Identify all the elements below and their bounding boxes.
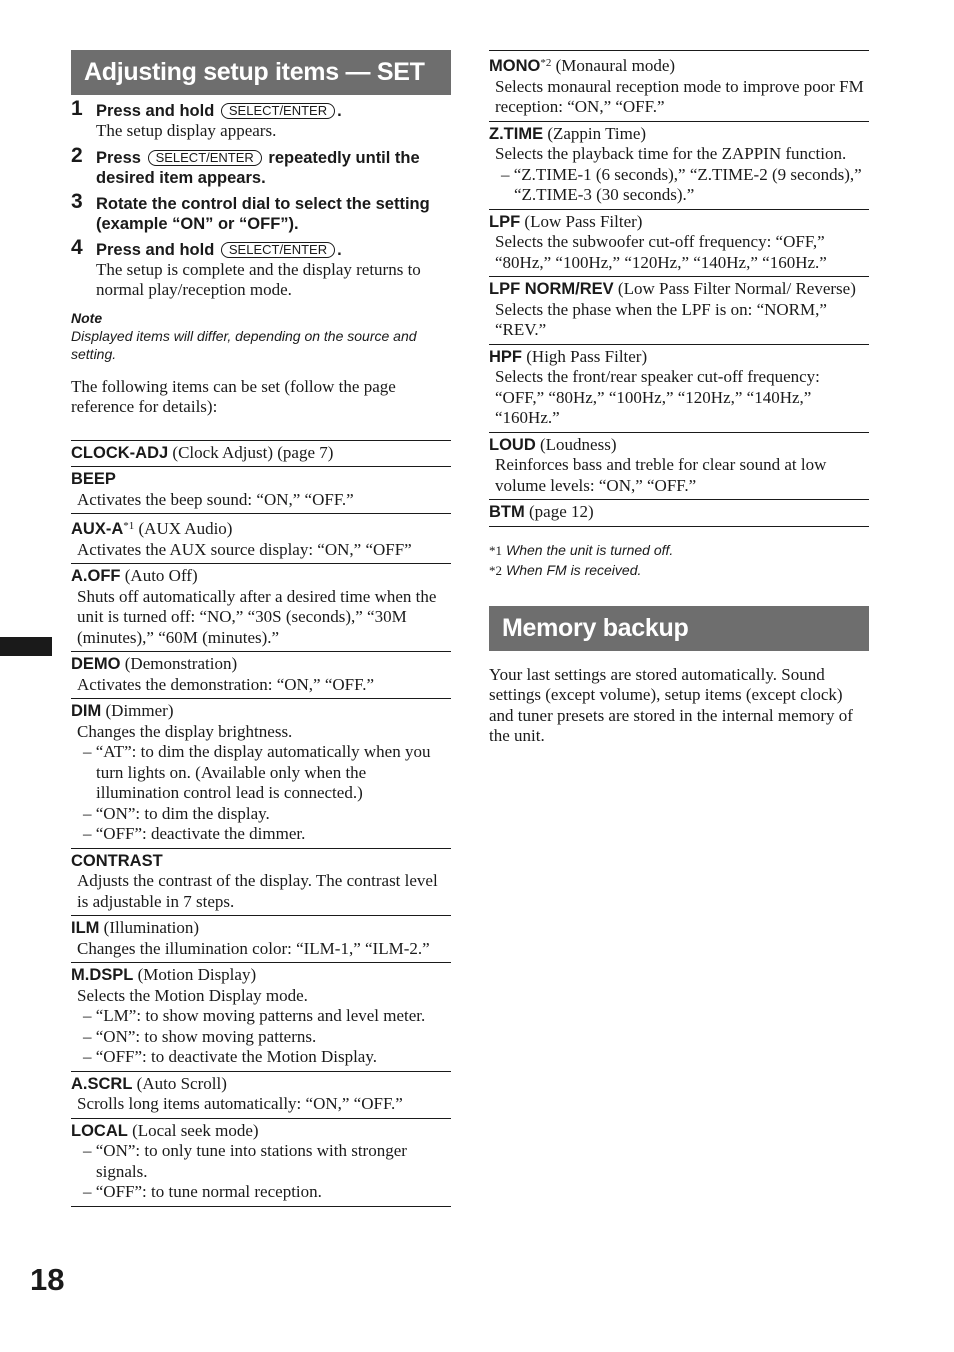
setup-item-subtitle: (Illumination): [103, 918, 200, 937]
setup-item-description: Changes the illumination color: “ILM-1,” “ILM-2.”: [77, 938, 430, 958]
setup-item: [71, 915, 451, 962]
setup-item: [489, 432, 869, 500]
setup-item-heading: [71, 654, 451, 675]
setup-item-subtitle: (Auto Scroll): [136, 1073, 227, 1093]
setup-item-subtitle: (Zappin Time): [547, 123, 647, 143]
setup-item-heading: [71, 965, 451, 986]
setup-item-subtitle: (Low Pass Filter Normal/ Reverse): [617, 279, 856, 298]
step-text: Press and hold: [96, 240, 215, 259]
step-text-end: .: [337, 102, 342, 120]
setup-item-heading: [489, 435, 869, 456]
setup-item: [71, 651, 451, 698]
setup-item-list-right: [489, 50, 869, 527]
footnote-text: When the unit is turned off.: [506, 541, 674, 558]
setup-item-description: Adjusts the contrast of the display. The contrast level is adjustable in 7 steps.: [77, 871, 438, 911]
setup-item-name: AUX-A: [71, 520, 124, 538]
setup-item-name: LOUD: [489, 435, 536, 454]
setup-item-description: Selects monaural reception mode to improve poor FM reception: “ON,” “OFF.”: [495, 76, 864, 116]
setup-item: [489, 50, 869, 121]
footnote-text: When FM is received.: [506, 561, 642, 578]
setup-item-heading: [71, 516, 451, 540]
setup-item-option: – “AT”: to dim the display automatically when you turn lights on. (Available only when the illumination control lead is connected.): [83, 742, 431, 802]
setup-item-name: CLOCK-ADJ: [71, 443, 169, 462]
setup-item-option: – “Z.TIME-1 (6 seconds),” “Z.TIME-2 (9 seconds),” “Z.TIME-3 (30 seconds).”: [501, 164, 862, 204]
setup-item-heading: [71, 1121, 451, 1142]
setup-item-heading: [71, 469, 451, 490]
setup-item-description: Shuts off automatically after a desired time when the unit is turned off: “NO,” “30S (seconds),” “30M (minutes),” “60M (minutes).”: [77, 586, 437, 647]
setup-step: [71, 143, 451, 188]
setup-item-subtitle: (Clock Adjust) (page 7): [172, 442, 334, 462]
section-side-tab: [0, 637, 52, 656]
setup-section-title: Adjusting setup items — SET: [71, 50, 451, 95]
setup-item-option: – “LM”: to show moving patterns and level meter.: [83, 1006, 426, 1025]
setup-item-subtitle: (Low Pass Filter): [524, 211, 643, 231]
step-number: 4: [71, 235, 83, 259]
step-description: The setup is complete and the display returns to normal play/reception mode.: [96, 259, 421, 299]
setup-item-subtitle: (Dimmer): [105, 701, 174, 720]
setup-step: [71, 235, 451, 301]
setup-item-name: BTM: [489, 503, 525, 521]
footnote-mark: *1: [489, 542, 502, 558]
setup-item-name: A.SCRL: [71, 1074, 133, 1093]
select-enter-key-label: SELECT/ENTER: [221, 242, 335, 258]
setup-item: [71, 1118, 451, 1206]
step-text: Press: [96, 148, 141, 167]
setup-item: [489, 499, 869, 526]
setup-item-heading: [71, 1074, 451, 1095]
setup-item-description: Activates the beep sound: “ON,” “OFF.”: [77, 489, 354, 509]
setup-item-name: HPF: [489, 347, 522, 366]
setup-item: [71, 513, 451, 563]
select-enter-key-label: SELECT/ENTER: [148, 150, 262, 166]
setup-step: [71, 97, 451, 142]
setup-item: [71, 440, 451, 467]
setup-item-description: Changes the display brightness.: [77, 721, 293, 741]
setup-item-heading: [71, 701, 451, 722]
note-block: [71, 309, 451, 363]
footnote-ref: *2: [540, 57, 552, 69]
setup-item-description: Activates the demonstration: “ON,” “OFF.”: [77, 674, 375, 694]
setup-item-subtitle: (Auto Off): [124, 566, 198, 585]
setup-item-description: Scrolls long items automatically: “ON,” “OFF.”: [77, 1094, 403, 1113]
step-title: [96, 101, 451, 121]
setup-item-list-left: [71, 440, 451, 1207]
step-title: [96, 148, 451, 188]
setup-item-subtitle: (AUX Audio): [138, 519, 233, 538]
setup-item: [71, 563, 451, 651]
setup-item-name: LPF: [489, 212, 521, 231]
setup-item: [489, 209, 869, 277]
setup-item-option: – “ON”: to only tune into stations with stronger signals.: [83, 1141, 407, 1181]
setup-item-description: Selects the playback time for the ZAPPIN function.: [495, 144, 847, 163]
setup-item-option: – “ON”: to dim the display.: [83, 803, 270, 823]
setup-item-option: – “OFF”: to deactivate the Motion Display.: [83, 1047, 377, 1066]
note-text: Displayed items will differ, depending on the source and setting.: [71, 327, 417, 362]
setup-item: [71, 1071, 451, 1118]
step-number: 3: [71, 189, 83, 213]
setup-item-name: MONO: [489, 57, 541, 75]
setup-item-name: LOCAL: [71, 1121, 128, 1140]
step-number: 2: [71, 143, 83, 167]
footnotes: [489, 541, 869, 581]
setup-item-name: A.OFF: [71, 567, 121, 585]
setup-item-heading: [489, 502, 869, 523]
setup-item-subtitle: (page 12): [529, 502, 594, 521]
setup-item-subtitle: (High Pass Filter): [526, 346, 648, 366]
select-enter-key-label: SELECT/ENTER: [221, 103, 335, 119]
setup-item: [71, 848, 451, 916]
setup-item-description: Reinforces bass and treble for clear sound at low volume levels: “ON,” “OFF.”: [495, 455, 827, 495]
setup-item-description: Activates the AUX source display: “ON,” “OFF”: [77, 539, 412, 559]
setup-item: [71, 698, 451, 848]
setup-item-heading: [71, 443, 451, 464]
step-text: Press and hold: [96, 102, 215, 120]
setup-item-name: Z.TIME: [489, 124, 544, 143]
setup-item-name: DEMO: [71, 655, 121, 673]
setup-item-name: DIM: [71, 702, 102, 720]
step-number: 1: [71, 97, 83, 120]
setup-item-description: Selects the Motion Display mode.: [77, 985, 308, 1005]
setup-item: [489, 121, 869, 209]
setup-item-description: Selects the subwoofer cut-off frequency: “OFF,” “80Hz,” “100Hz,” “120Hz,” “140Hz,” “160Hz.”: [495, 232, 827, 272]
left-column: [71, 50, 451, 1207]
step-title: [96, 240, 451, 260]
setup-intro: The following items can be set (follow the page reference for details):: [71, 376, 396, 416]
step-title: [96, 194, 451, 234]
setup-item-option: – “OFF”: deactivate the dimmer.: [83, 824, 306, 843]
setup-item-name: ILM: [71, 919, 100, 937]
setup-item-heading: [71, 851, 451, 872]
setup-item-description: Selects the front/rear speaker cut-off frequency: “OFF,” “80Hz,” “100Hz,” “120Hz,” “140Hz,” “160Hz.”: [495, 367, 820, 427]
setup-item-name: BEEP: [71, 470, 116, 488]
setup-item-description: Selects the phase when the LPF is on: “NORM,” “REV.”: [495, 299, 827, 339]
page-number: 18: [30, 1262, 65, 1297]
step-description: The setup display appears.: [96, 121, 277, 140]
setup-item-heading: [489, 347, 869, 368]
footnote: [489, 561, 869, 581]
step-text-end: repeatedly until the desired item appears.: [96, 148, 420, 187]
setup-item-subtitle: (Loudness): [540, 434, 617, 454]
setup-item-option: – “OFF”: to tune normal reception.: [83, 1182, 322, 1201]
step-text-end: .: [337, 240, 342, 259]
setup-item-heading: [489, 124, 869, 145]
setup-item-heading: [489, 212, 869, 233]
memory-section-text: Your last settings are stored automatically. Sound settings (except volume), setup items (except clock) and tuner presets are stored in the internal memory of the unit.: [489, 664, 853, 745]
setup-item: [489, 344, 869, 432]
step-text: Rotate the control dial to select the setting (example “ON” or “OFF”).: [96, 194, 430, 233]
footnote-ref: *1: [123, 520, 135, 532]
right-column: [489, 50, 869, 747]
setup-item-heading: [71, 918, 451, 939]
setup-item: [71, 962, 451, 1071]
setup-item-option: – “ON”: to show moving patterns.: [83, 1026, 317, 1046]
setup-item-subtitle: (Demonstration): [124, 654, 238, 673]
note-title: Note: [71, 309, 103, 326]
setup-item-subtitle: (Local seek mode): [132, 1120, 259, 1140]
memory-section-title: Memory backup: [489, 606, 869, 651]
setup-step: [71, 189, 451, 234]
setup-item-subtitle: (Monaural mode): [555, 56, 676, 75]
setup-item-heading: [71, 566, 451, 587]
setup-steps: [71, 97, 451, 301]
setup-item: [71, 466, 451, 513]
footnote: [489, 541, 869, 561]
footnote-mark: *2: [489, 562, 502, 578]
setup-item-name: M.DSPL: [71, 966, 134, 984]
setup-item-name: LPF NORM/REV: [489, 280, 614, 298]
setup-item-heading: [489, 279, 869, 300]
setup-item-subtitle: (Motion Display): [137, 965, 257, 984]
setup-item-heading: [489, 53, 869, 77]
setup-item: [489, 276, 869, 344]
setup-item-name: CONTRAST: [71, 851, 163, 870]
